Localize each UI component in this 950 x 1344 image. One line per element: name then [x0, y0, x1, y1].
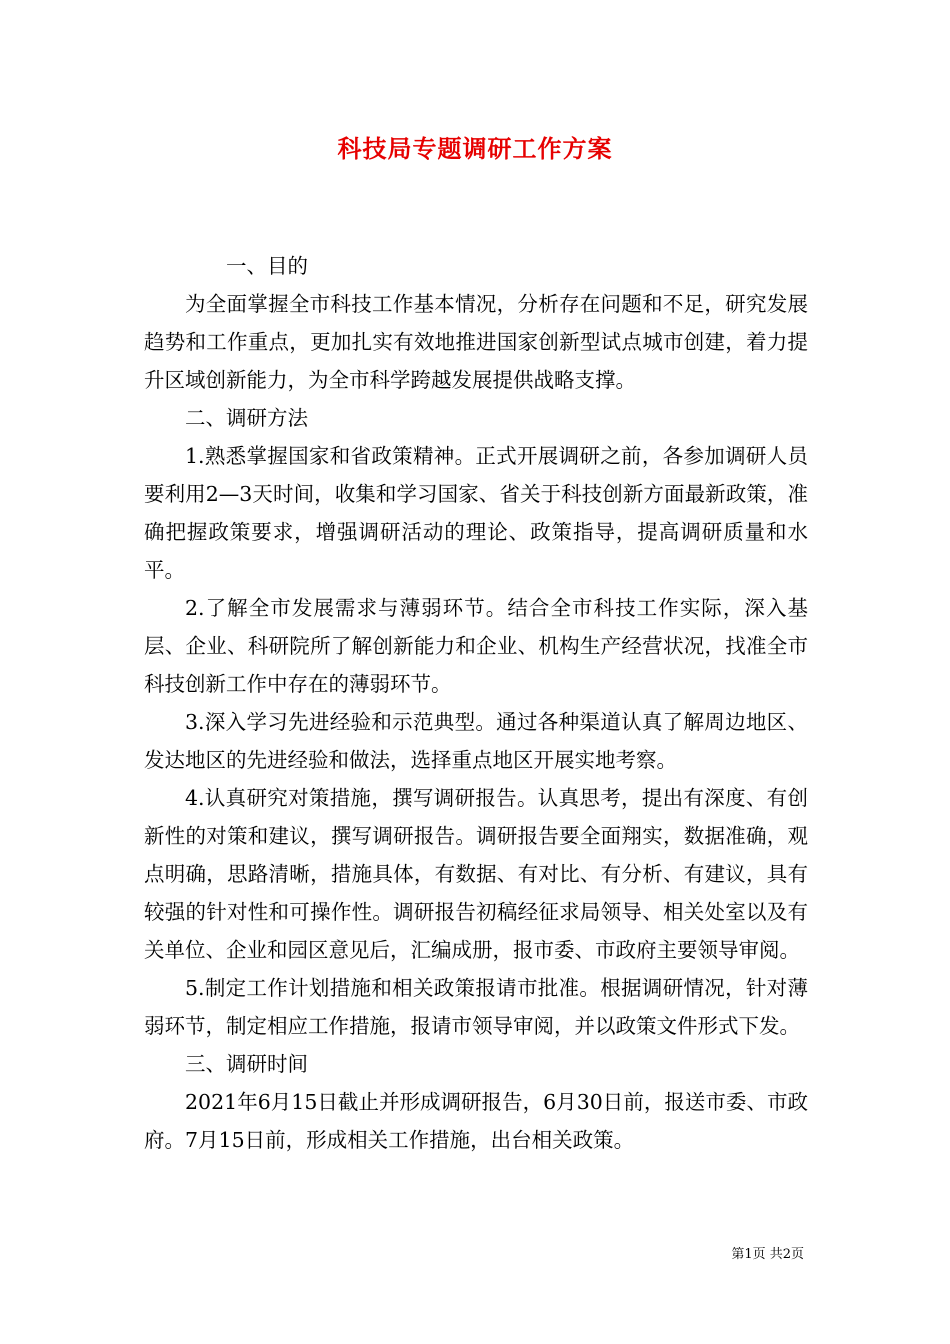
paragraph-method-3: 3.深入学习先进经验和示范典型。通过各种渠道认真了解周边地区、发达地区的先进经验和做法，选择重点地区开展实地考察。 [144, 710, 808, 772]
page-number-footer: 第1页 共2页 [731, 1247, 804, 1262]
section-heading-methods: 二、调研方法 [185, 406, 308, 430]
section-heading-time: 三、调研时间 [185, 1052, 308, 1076]
section-heading-purpose: 一、目的 [226, 254, 308, 278]
paragraph-time: 2021年6月15日截止并形成调研报告，6月30日前，报送市委、市政府。7月15日前，形成相关工作措施，出台相关政策。 [144, 1090, 808, 1152]
paragraph-method-5: 5.制定工作计划措施和相关政策报请市批准。根据调研情况，针对薄弱环节，制定相应工作措施，报请市领导审阅，并以政策文件形式下发。 [144, 976, 808, 1038]
paragraph-purpose: 为全面掌握全市科技工作基本情况，分析存在问题和不足，研究发展趋势和工作重点，更加扎实有效地推进国家创新型试点城市创建，着力提升区域创新能力，为全市科学跨越发展提供战略支撑。 [144, 292, 808, 392]
document-title: 科技局专题调研工作方案 [337, 134, 613, 163]
paragraph-method-4: 4.认真研究对策措施，撰写调研报告。认真思考，提出有深度、有创新性的对策和建议，撰写调研报告。调研报告要全面翔实，数据准确，观点明确，思路清晰，措施具体，有数据、有对比、有分析、有建议，具有较强的针对性和可操作性。调研报告初稿经征求局领导、相关处室以及有关单位、企业和园区意见后，汇编成册，报市委、市政府主要领导审阅。 [144, 786, 808, 962]
paragraph-method-1: 1.熟悉掌握国家和省政策精神。正式开展调研之前，各参加调研人员要利用2—3天时间，收集和学习国家、省关于科技创新方面最新政策，准确把握政策要求，增强调研活动的理论、政策指导，提高调研质量和水平。 [144, 444, 808, 582]
document-body [144, 247, 808, 1159]
paragraph-method-2: 2.了解全市发展需求与薄弱环节。结合全市科技工作实际，深入基层、企业、科研院所了解创新能力和企业、机构生产经营状况，找准全市科技创新工作中存在的薄弱环节。 [144, 596, 808, 696]
